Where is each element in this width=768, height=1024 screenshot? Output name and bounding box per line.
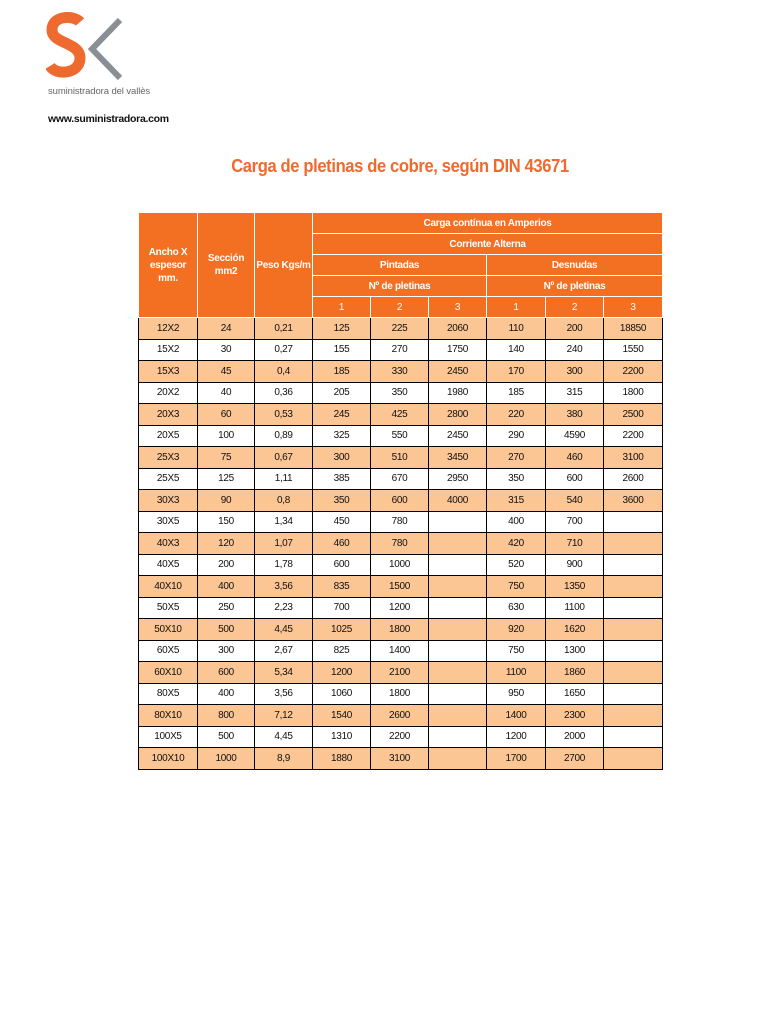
cell-desnudas-1: 110: [487, 318, 546, 340]
cell-peso: 2,23: [255, 597, 313, 619]
cell-desnudas-1: 1700: [487, 748, 546, 770]
cell-ancho: 50X5: [139, 597, 198, 619]
cell-ancho: 12X2: [139, 318, 198, 340]
cell-ancho: 100X5: [139, 726, 198, 748]
cell-desnudas-3: [604, 705, 663, 727]
header-desnudas-3: 3: [604, 297, 663, 318]
cell-seccion: 120: [198, 533, 255, 555]
cell-desnudas-2: 600: [546, 468, 604, 490]
cell-desnudas-2: 540: [546, 490, 604, 512]
table-row: [139, 619, 663, 641]
header-seccion: Sección mm2: [198, 213, 255, 318]
cell-desnudas-3: 3100: [604, 447, 663, 469]
cell-pintadas-1: 205: [313, 382, 371, 404]
cell-seccion: 40: [198, 382, 255, 404]
cell-pintadas-1: 385: [313, 468, 371, 490]
cell-desnudas-3: [604, 554, 663, 576]
cell-ancho: 60X10: [139, 662, 198, 684]
cell-seccion: 500: [198, 726, 255, 748]
cell-desnudas-3: [604, 683, 663, 705]
cell-seccion: 90: [198, 490, 255, 512]
header-pintadas-1: 1: [313, 297, 371, 318]
cell-desnudas-3: [604, 576, 663, 598]
header-corriente-alterna: Corriente Alterna: [313, 234, 663, 255]
cell-seccion: 250: [198, 597, 255, 619]
cell-peso: 4,45: [255, 619, 313, 641]
cell-desnudas-1: 140: [487, 339, 546, 361]
cell-ancho: 30X5: [139, 511, 198, 533]
cell-seccion: 500: [198, 619, 255, 641]
cell-pintadas-3: 3450: [429, 447, 487, 469]
cell-peso: 0,27: [255, 339, 313, 361]
cell-peso: 5,34: [255, 662, 313, 684]
cell-peso: 3,56: [255, 683, 313, 705]
cell-seccion: 24: [198, 318, 255, 340]
cell-desnudas-2: 460: [546, 447, 604, 469]
cell-pintadas-3: [429, 554, 487, 576]
cell-desnudas-1: 1400: [487, 705, 546, 727]
cell-peso: 1,11: [255, 468, 313, 490]
table-row: [139, 447, 663, 469]
cell-seccion: 150: [198, 511, 255, 533]
cell-pintadas-1: 835: [313, 576, 371, 598]
cell-pintadas-3: 2060: [429, 318, 487, 340]
cell-pintadas-3: [429, 726, 487, 748]
cell-desnudas-1: 1200: [487, 726, 546, 748]
header-pintadas-3: 3: [429, 297, 487, 318]
cell-peso: 4,45: [255, 726, 313, 748]
cell-pintadas-3: 2450: [429, 425, 487, 447]
cell-desnudas-3: 1800: [604, 382, 663, 404]
cell-pintadas-3: [429, 662, 487, 684]
cell-pintadas-2: 1500: [371, 576, 429, 598]
cell-pintadas-1: 1540: [313, 705, 371, 727]
cell-desnudas-3: 2200: [604, 361, 663, 383]
cell-pintadas-3: 2950: [429, 468, 487, 490]
cell-seccion: 200: [198, 554, 255, 576]
cell-desnudas-2: 1650: [546, 683, 604, 705]
cell-pintadas-1: 1025: [313, 619, 371, 641]
cell-desnudas-1: 750: [487, 576, 546, 598]
cell-desnudas-2: 1860: [546, 662, 604, 684]
table-row: [139, 511, 663, 533]
header-pintadas: Pintadas: [313, 255, 487, 276]
cell-desnudas-3: [604, 662, 663, 684]
table-row: [139, 640, 663, 662]
cell-desnudas-1: 520: [487, 554, 546, 576]
cell-pintadas-1: 155: [313, 339, 371, 361]
cell-desnudas-1: 950: [487, 683, 546, 705]
cell-pintadas-3: [429, 619, 487, 641]
cell-ancho: 100X10: [139, 748, 198, 770]
cell-desnudas-1: 290: [487, 425, 546, 447]
sk-logo-icon: [46, 12, 126, 84]
cell-pintadas-2: 510: [371, 447, 429, 469]
cell-ancho: 40X3: [139, 533, 198, 555]
header-desnudas-1: 1: [487, 297, 546, 318]
cell-peso: 8,9: [255, 748, 313, 770]
cell-desnudas-3: [604, 597, 663, 619]
cell-desnudas-1: 350: [487, 468, 546, 490]
cell-ancho: 30X3: [139, 490, 198, 512]
cell-peso: 0,67: [255, 447, 313, 469]
cell-pintadas-2: 550: [371, 425, 429, 447]
table-row: [139, 748, 663, 770]
cell-ancho: 20X2: [139, 382, 198, 404]
cell-peso: 0,4: [255, 361, 313, 383]
cell-pintadas-2: 270: [371, 339, 429, 361]
website-link[interactable]: www.suministradora.com: [48, 113, 169, 125]
table-row: [139, 662, 663, 684]
cell-pintadas-3: 1980: [429, 382, 487, 404]
cell-pintadas-2: 670: [371, 468, 429, 490]
cell-pintadas-3: [429, 705, 487, 727]
cell-peso: 0,8: [255, 490, 313, 512]
cell-peso: 0,21: [255, 318, 313, 340]
cell-pintadas-1: 700: [313, 597, 371, 619]
cell-desnudas-1: 220: [487, 404, 546, 426]
cell-seccion: 400: [198, 576, 255, 598]
cell-pintadas-2: 225: [371, 318, 429, 340]
cell-pintadas-2: 1000: [371, 554, 429, 576]
table-row: [139, 554, 663, 576]
header-peso: Peso Kgs/m: [255, 213, 313, 318]
cell-desnudas-2: 380: [546, 404, 604, 426]
cell-desnudas-3: 2600: [604, 468, 663, 490]
table-row: [139, 318, 663, 340]
cell-desnudas-2: 710: [546, 533, 604, 555]
cell-desnudas-1: 315: [487, 490, 546, 512]
table-row: [139, 468, 663, 490]
cell-ancho: 15X2: [139, 339, 198, 361]
cell-seccion: 1000: [198, 748, 255, 770]
cell-pintadas-2: 3100: [371, 748, 429, 770]
header-desnudas-2: 2: [546, 297, 604, 318]
cell-desnudas-1: 630: [487, 597, 546, 619]
cell-desnudas-2: 1620: [546, 619, 604, 641]
table-row: [139, 533, 663, 555]
cell-ancho: 40X5: [139, 554, 198, 576]
cell-pintadas-3: 4000: [429, 490, 487, 512]
header-n-pletinas-pintadas: Nº de pletinas: [313, 276, 487, 297]
cell-pintadas-3: [429, 640, 487, 662]
cell-pintadas-1: 350: [313, 490, 371, 512]
cell-pintadas-2: 350: [371, 382, 429, 404]
copper-busbar-load-table: [138, 212, 663, 770]
table-row: [139, 361, 663, 383]
cell-pintadas-3: [429, 533, 487, 555]
table-row: [139, 490, 663, 512]
cell-desnudas-1: 185: [487, 382, 546, 404]
cell-desnudas-3: 3600: [604, 490, 663, 512]
cell-desnudas-1: 270: [487, 447, 546, 469]
header-n-pletinas-desnudas: Nº de pletinas: [487, 276, 663, 297]
cell-pintadas-1: 600: [313, 554, 371, 576]
cell-pintadas-1: 125: [313, 318, 371, 340]
cell-pintadas-1: 300: [313, 447, 371, 469]
cell-peso: 0,53: [255, 404, 313, 426]
cell-seccion: 30: [198, 339, 255, 361]
cell-desnudas-2: 4590: [546, 425, 604, 447]
cell-peso: 1,78: [255, 554, 313, 576]
cell-pintadas-2: 1400: [371, 640, 429, 662]
cell-pintadas-2: 2600: [371, 705, 429, 727]
cell-desnudas-3: [604, 511, 663, 533]
cell-desnudas-1: 750: [487, 640, 546, 662]
cell-desnudas-3: [604, 726, 663, 748]
cell-pintadas-1: 1200: [313, 662, 371, 684]
cell-ancho: 80X10: [139, 705, 198, 727]
table-row: [139, 705, 663, 727]
cell-seccion: 600: [198, 662, 255, 684]
cell-seccion: 800: [198, 705, 255, 727]
cell-ancho: 60X5: [139, 640, 198, 662]
cell-ancho: 20X5: [139, 425, 198, 447]
cell-ancho: 15X3: [139, 361, 198, 383]
cell-seccion: 125: [198, 468, 255, 490]
cell-desnudas-1: 1100: [487, 662, 546, 684]
cell-desnudas-3: 2500: [604, 404, 663, 426]
company-logo: [46, 12, 151, 98]
cell-pintadas-3: 2450: [429, 361, 487, 383]
cell-pintadas-2: 1200: [371, 597, 429, 619]
cell-desnudas-1: 920: [487, 619, 546, 641]
cell-desnudas-2: 1100: [546, 597, 604, 619]
header-ancho-espesor: Ancho X espesor mm.: [139, 213, 198, 318]
cell-seccion: 45: [198, 361, 255, 383]
cell-desnudas-3: 1550: [604, 339, 663, 361]
cell-desnudas-3: [604, 640, 663, 662]
cell-desnudas-2: 900: [546, 554, 604, 576]
cell-desnudas-3: [604, 748, 663, 770]
cell-desnudas-2: 315: [546, 382, 604, 404]
cell-seccion: 100: [198, 425, 255, 447]
cell-desnudas-2: 2300: [546, 705, 604, 727]
table-row: [139, 425, 663, 447]
cell-desnudas-3: 2200: [604, 425, 663, 447]
table-body: [139, 318, 663, 770]
cell-pintadas-1: 245: [313, 404, 371, 426]
table-row: [139, 404, 663, 426]
cell-pintadas-1: 1880: [313, 748, 371, 770]
cell-desnudas-2: 1300: [546, 640, 604, 662]
cell-pintadas-2: 1800: [371, 619, 429, 641]
cell-peso: 2,67: [255, 640, 313, 662]
cell-desnudas-3: [604, 619, 663, 641]
cell-peso: 0,36: [255, 382, 313, 404]
cell-peso: 0,89: [255, 425, 313, 447]
cell-pintadas-1: 185: [313, 361, 371, 383]
cell-pintadas-1: 450: [313, 511, 371, 533]
table-row: [139, 576, 663, 598]
cell-pintadas-1: 1310: [313, 726, 371, 748]
cell-pintadas-1: 825: [313, 640, 371, 662]
cell-pintadas-2: 425: [371, 404, 429, 426]
cell-desnudas-1: 170: [487, 361, 546, 383]
header-pintadas-2: 2: [371, 297, 429, 318]
cell-pintadas-3: 1750: [429, 339, 487, 361]
cell-pintadas-3: [429, 748, 487, 770]
cell-pintadas-2: 330: [371, 361, 429, 383]
table-row: [139, 597, 663, 619]
cell-desnudas-1: 420: [487, 533, 546, 555]
cell-ancho: 20X3: [139, 404, 198, 426]
cell-pintadas-3: [429, 683, 487, 705]
cell-ancho: 80X5: [139, 683, 198, 705]
cell-ancho: 25X3: [139, 447, 198, 469]
table-row: [139, 683, 663, 705]
table-row: [139, 726, 663, 748]
cell-pintadas-2: 2200: [371, 726, 429, 748]
cell-seccion: 400: [198, 683, 255, 705]
cell-peso: 3,56: [255, 576, 313, 598]
cell-pintadas-3: [429, 597, 487, 619]
header-carga-continua: Carga contínua en Amperios: [313, 213, 663, 234]
cell-desnudas-2: 240: [546, 339, 604, 361]
cell-seccion: 300: [198, 640, 255, 662]
cell-seccion: 60: [198, 404, 255, 426]
cell-desnudas-2: 2000: [546, 726, 604, 748]
cell-ancho: 25X5: [139, 468, 198, 490]
cell-desnudas-3: 18850: [604, 318, 663, 340]
cell-pintadas-2: 780: [371, 533, 429, 555]
cell-pintadas-3: [429, 576, 487, 598]
table-row: [139, 339, 663, 361]
cell-pintadas-2: 1800: [371, 683, 429, 705]
cell-desnudas-2: 700: [546, 511, 604, 533]
cell-desnudas-2: 200: [546, 318, 604, 340]
cell-pintadas-1: 1060: [313, 683, 371, 705]
cell-peso: 1,07: [255, 533, 313, 555]
cell-desnudas-3: [604, 533, 663, 555]
logo-tagline: suministradora del vallès: [48, 86, 151, 97]
cell-pintadas-2: 780: [371, 511, 429, 533]
cell-pintadas-3: [429, 511, 487, 533]
cell-desnudas-2: 2700: [546, 748, 604, 770]
cell-pintadas-1: 460: [313, 533, 371, 555]
cell-pintadas-1: 325: [313, 425, 371, 447]
cell-ancho: 50X10: [139, 619, 198, 641]
cell-desnudas-1: 400: [487, 511, 546, 533]
cell-pintadas-2: 600: [371, 490, 429, 512]
header-desnudas: Desnudas: [487, 255, 663, 276]
cell-desnudas-2: 300: [546, 361, 604, 383]
cell-peso: 1,34: [255, 511, 313, 533]
cell-ancho: 40X10: [139, 576, 198, 598]
cell-seccion: 75: [198, 447, 255, 469]
cell-peso: 7,12: [255, 705, 313, 727]
page-title: Carga de pletinas de cobre, según DIN 43671: [231, 156, 569, 176]
cell-pintadas-3: 2800: [429, 404, 487, 426]
cell-desnudas-2: 1350: [546, 576, 604, 598]
cell-pintadas-2: 2100: [371, 662, 429, 684]
table-row: [139, 382, 663, 404]
